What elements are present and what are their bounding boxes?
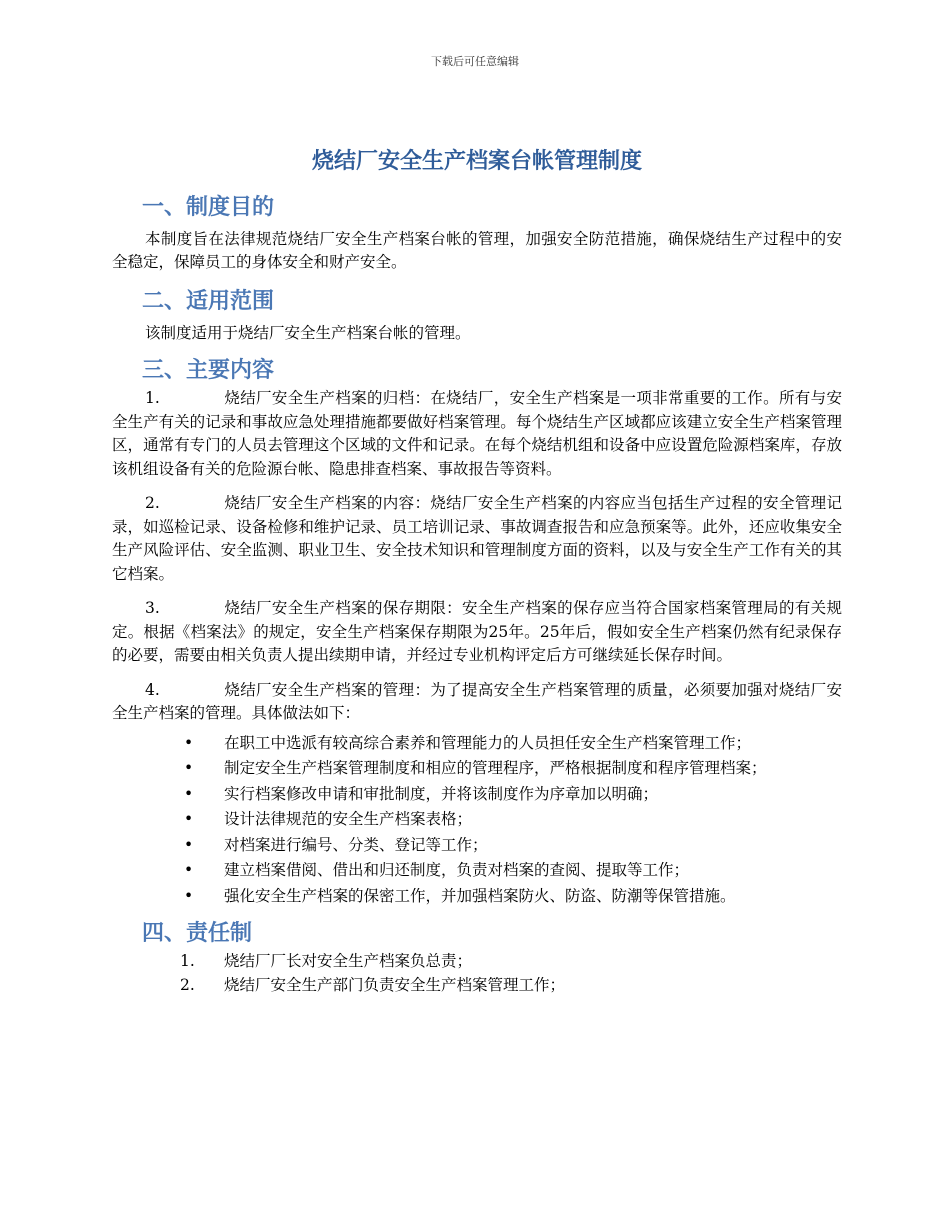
bullet-list — [112, 732, 842, 909]
item-number: 3. — [145, 599, 160, 617]
bullet-item: • 设计法律规范的安全生产档案表格； — [112, 808, 842, 832]
bullet-item: • 制定安全生产档案管理制度和相应的管理程序，严格根据制度和程序管理档案； — [112, 757, 842, 781]
section-paragraph-purpose: 本制度旨在法律规范烧结厂安全生产档案台帐的管理，加强安全防范措施，确保烧结生产过程中的安全稳定，保障员工的身体安全和财产安全。 — [112, 230, 842, 271]
header-note: 下载后可任意编辑 — [431, 55, 519, 68]
bullet-icon: • — [184, 835, 194, 854]
item-text: 烧结厂安全生产档案的归档：在烧结厂，安全生产档案是一项非常重要的工作。所有与安全生产有关的记录和事故应急处理措施都要做好档案管理。每个烧结生产区域都应该建立安全生产档案管理区，通常有专门的人员去管理这个区域的文件和记录。在每个烧结机组和设备中应设置危险源档案库，存放该机组设备有关的危险源台帐、隐患排查档案、事故报告等资料。 — [112, 389, 842, 478]
item-number: 2. — [180, 975, 195, 994]
bullet-item: • 强化安全生产档案的保密工作，并加强档案防火、防盗、防潮等保管措施。 — [112, 885, 842, 909]
bullet-item: • 在职工中选派有较高综合素养和管理能力的人员担任安全生产档案管理工作； — [112, 732, 842, 756]
bullet-item: • 实行档案修改申请和审批制度，并将该制度作为序章加以明确； — [112, 783, 842, 807]
item-text: 烧结厂安全生产档案的内容：烧结厂安全生产档案的内容应当包括生产过程的安全管理记录，如巡检记录、设备检修和维护记录、员工培训记录、事故调查报告和应急预案等。此外，还应收集安全生产风险评估、安全监测、职业卫生、安全技术知识和管理制度方面的资料，以及与安全生产工作有关的其它档案。 — [112, 494, 842, 583]
content-item — [112, 387, 842, 481]
bullet-icon: • — [184, 861, 194, 879]
content-item — [112, 597, 842, 668]
responsibility-list — [112, 950, 842, 997]
bullet-icon: • — [184, 733, 194, 752]
list-item — [112, 950, 842, 974]
item-number: 1. — [180, 952, 195, 970]
item-text: 烧结厂安全生产档案的保存期限：安全生产档案的保存应当符合国家档案管理局的有关规定。根据《档案法》的规定，安全生产档案保存期限为25年。25年后，假如安全生产档案仍然有纪录保存的必要，需要由相关负责人提出续期申请，并经过专业机构评定后方可继续延长保存时间。 — [112, 599, 842, 664]
bullet-item: • 对档案进行编号、分类、登记等工作； — [112, 834, 842, 858]
item-number: 1. — [145, 389, 160, 407]
item-number: 4. — [145, 680, 160, 699]
bullet-icon: • — [184, 759, 194, 777]
item-number: 2. — [145, 494, 160, 512]
section-heading-content: 三、主要内容 — [142, 358, 275, 383]
item-text: 烧结厂厂长对安全生产档案负总责； — [224, 952, 473, 970]
item-text: 烧结厂安全生产档案的管理：为了提高安全生产档案管理的质量，必须要加强对烧结厂安全生产档案的管理。具体做法如下： — [112, 680, 842, 722]
bullet-icon: • — [184, 810, 194, 828]
document-title: 烧结厂安全生产档案台帐管理制度 — [311, 149, 642, 174]
section-heading-scope: 二、适用范围 — [142, 289, 275, 314]
content-item — [112, 679, 842, 726]
item-text: 烧结厂安全生产部门负责安全生产档案管理工作； — [224, 975, 566, 994]
section-heading-purpose: 一、制度目的 — [142, 195, 275, 220]
document-body — [112, 146, 842, 997]
content-item — [112, 492, 842, 586]
list-item — [112, 974, 842, 998]
bullet-item: • 建立档案借阅、借出和归还制度，负责对档案的查阅、提取等工作； — [112, 859, 842, 883]
bullet-icon: • — [184, 784, 194, 803]
bullet-icon: • — [184, 886, 194, 905]
section-heading-responsibility: 四、责任制 — [142, 921, 253, 946]
section-paragraph-scope: 该制度适用于烧结厂安全生产档案台帐的管理。 — [145, 324, 471, 342]
